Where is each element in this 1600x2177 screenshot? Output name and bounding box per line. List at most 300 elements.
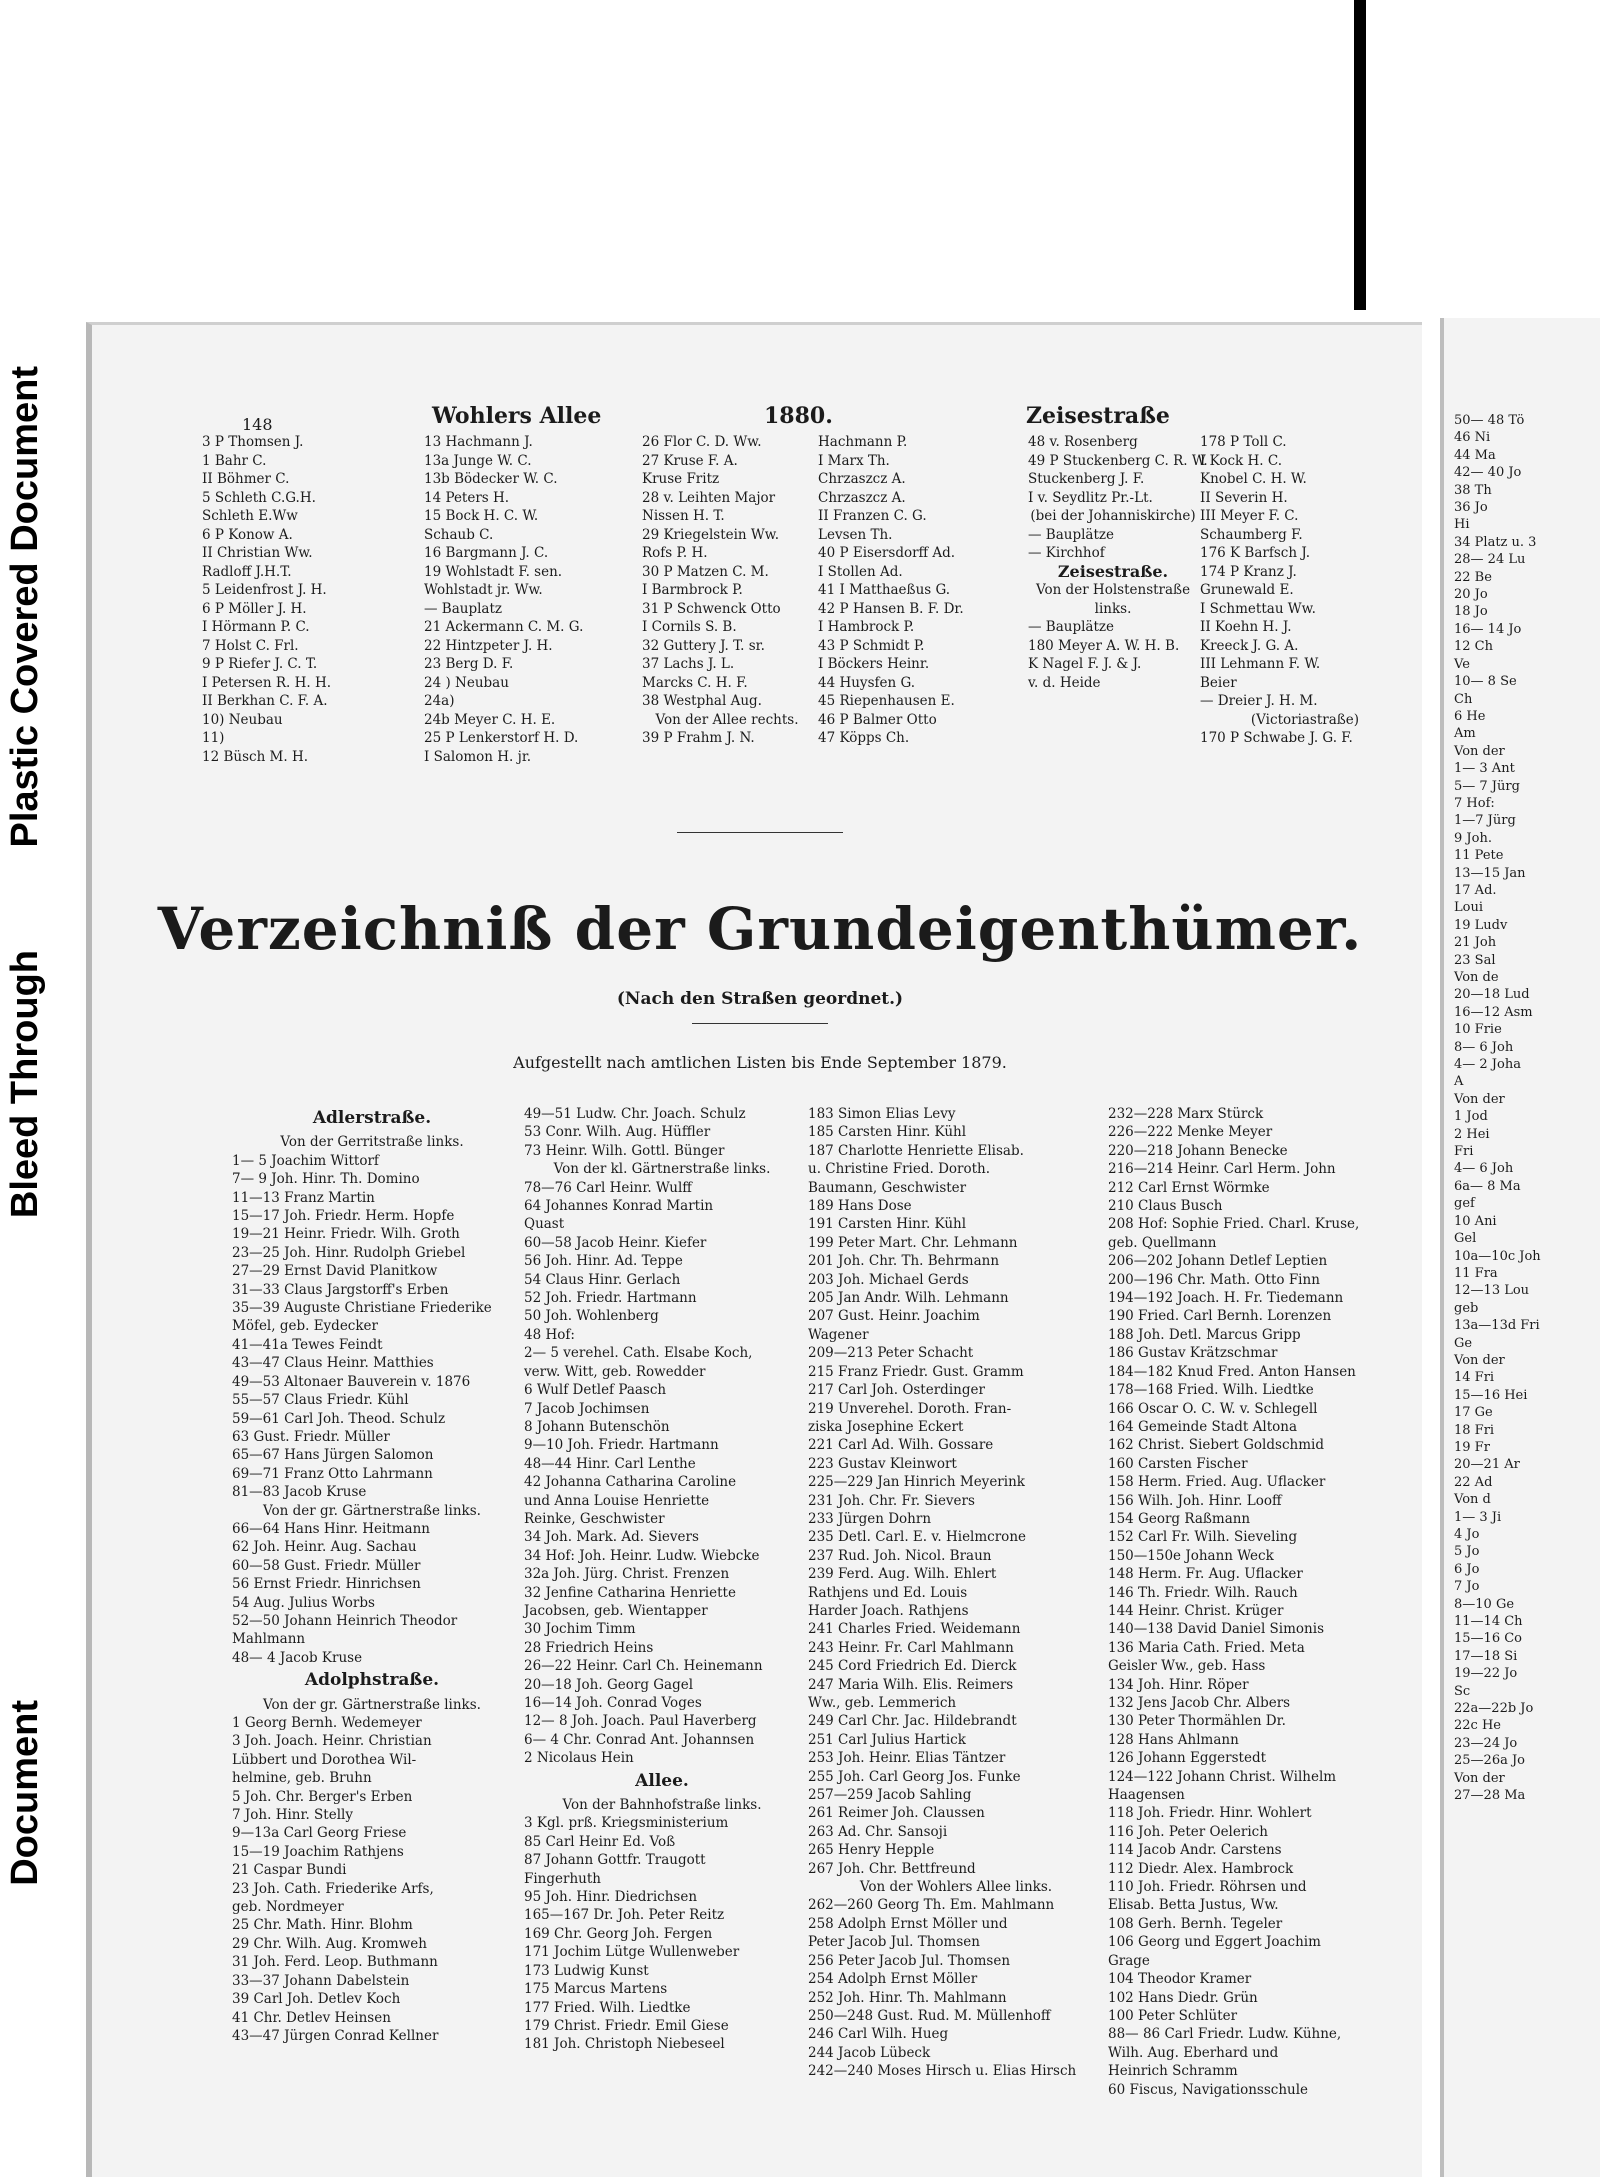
top-column xyxy=(642,433,812,748)
owner-entry: 215 Franz Friedr. Gust. Gramm xyxy=(808,1363,1024,1380)
owner-entry: 209—213 Peter Schacht xyxy=(808,1345,974,1362)
owner-entry: 255 Joh. Carl Georg Jos. Funke xyxy=(808,1768,1021,1785)
next-page-entry: 27—28 Ma xyxy=(1454,1788,1526,1804)
owner-entry: 9—10 Joh. Friedr. Hartmann xyxy=(524,1437,719,1454)
owner-entry: 191 Carsten Hinr. Kühl xyxy=(808,1216,967,1233)
top-entry: Stuckenberg J. F. xyxy=(1028,471,1145,487)
owner-entry: Grage xyxy=(1108,1952,1150,1969)
header-street-left: Wohlers Allee xyxy=(432,403,602,429)
top-entry: 178 P Toll C. xyxy=(1200,434,1287,450)
owner-entry: 183 Simon Elias Levy xyxy=(808,1106,956,1122)
top-entry: 43 P Schmidt P. xyxy=(818,637,925,654)
next-page-entry: Hi xyxy=(1454,517,1470,533)
owner-entry: 219 Unverehel. Doroth. Fran- xyxy=(808,1400,1012,1417)
next-page-entry: Ge xyxy=(1454,1335,1473,1351)
divider xyxy=(677,832,843,833)
owner-entry: 261 Reimer Joh. Claussen xyxy=(808,1805,985,1822)
owner-entry: 254 Adolph Ernst Möller xyxy=(808,1971,978,1988)
owner-entry: 1 Georg Bernh. Wedemeyer xyxy=(232,1715,422,1731)
next-page-entry: 15—16 Co xyxy=(1454,1631,1522,1647)
top-entry: 24 ) Neubau xyxy=(424,674,509,691)
top-entry: 6 P Möller J. H. xyxy=(202,600,307,617)
owner-entry: 49—51 Ludw. Chr. Joach. Schulz xyxy=(524,1106,746,1122)
top-entry: 27 Kruse F. A. xyxy=(642,452,738,469)
owner-entry: 186 Gustav Krätzschmar xyxy=(1108,1345,1278,1362)
owner-entry: 69—71 Franz Otto Lahrmann xyxy=(232,1465,433,1482)
owner-entry: Möfel, geb. Eydecker xyxy=(232,1318,378,1335)
page-subtitle: (Nach den Straßen geordnet.) xyxy=(616,989,904,1009)
top-entry: 40 P Eisersdorff Ad. xyxy=(818,545,956,561)
top-entry: 12 Büsch M. H. xyxy=(202,748,309,765)
owner-entry: 216—214 Heinr. Carl Herm. John xyxy=(1108,1161,1336,1178)
top-entry: Grunewald E. xyxy=(1200,582,1294,598)
next-page-entry: 23—24 Jo xyxy=(1454,1735,1518,1751)
owner-entry: 60—58 Jacob Heinr. Kiefer xyxy=(524,1234,707,1251)
owner-entry: 60 Fiscus, Navigationsschule xyxy=(1108,2081,1309,2098)
owner-entry: 59—61 Carl Joh. Theod. Schulz xyxy=(232,1410,446,1427)
top-entry: 48 v. Rosenberg xyxy=(1028,434,1138,450)
owner-entry: 104 Theodor Kramer xyxy=(1108,1971,1252,1988)
owner-entry: 262—260 Georg Th. Em. Mahlmann xyxy=(808,1897,1055,1914)
owner-entry: 15—17 Joh. Friedr. Herm. Hopfe xyxy=(232,1208,455,1225)
owner-entry: 85 Carl Heinr Ed. Voß xyxy=(524,1833,676,1850)
top-entry: — Bauplätze xyxy=(1028,526,1114,543)
owner-entry: 73 Heinr. Wilh. Gottl. Bünger xyxy=(524,1142,725,1159)
top-entry: I Marx Th. xyxy=(818,452,890,469)
owner-entry: 53 Conr. Wilh. Aug. Hüffler xyxy=(524,1124,711,1141)
header-year: 1880. xyxy=(764,403,833,429)
top-entry: Radloff J.H.T. xyxy=(202,563,292,580)
owner-entry: 232—228 Marx Stürck xyxy=(1108,1106,1264,1122)
owner-entry: 150—150e Johann Weck xyxy=(1108,1547,1274,1564)
owner-entry: Geisler Ww., geb. Hass xyxy=(1108,1658,1266,1675)
top-entry: II Severin H. xyxy=(1200,489,1288,506)
top-entry: 38 Westphal Aug. xyxy=(642,693,762,709)
owner-entry: 1— 5 Joachim Wittorf xyxy=(232,1152,379,1169)
owner-entry: geb. Nordmeyer xyxy=(232,1899,344,1916)
top-entry: 6 P Konow A. xyxy=(202,526,293,543)
top-entry: Zeisestraße. xyxy=(1057,561,1169,581)
owner-entry: 265 Henry Hepple xyxy=(808,1842,935,1859)
next-page-entry: Von der xyxy=(1454,1352,1505,1368)
top-entry: Levsen Th. xyxy=(818,526,893,543)
owner-entry: 177 Fried. Wilh. Liedtke xyxy=(524,1999,691,2016)
next-page-entry: 22 Ad xyxy=(1454,1474,1493,1490)
owner-entry: 33—37 Johann Dabelstein xyxy=(232,1972,410,1989)
owner-entry: 188 Joh. Detl. Marcus Gripp xyxy=(1108,1326,1301,1343)
owner-entry: 241 Charles Fried. Weidemann xyxy=(808,1621,1021,1638)
owner-entry: 7 Joh. Hinr. Stelly xyxy=(232,1807,353,1824)
next-page-entry: 46 Ni xyxy=(1454,430,1491,446)
next-page-entry: 13a—13d Fri xyxy=(1454,1318,1540,1334)
street-heading: Allee. xyxy=(635,1770,689,1791)
top-entry: Von der Allee rechts. xyxy=(655,711,799,728)
owner-entry: 118 Joh. Friedr. Hinr. Wohlert xyxy=(1108,1805,1312,1822)
top-entry: 49 P Stuckenberg C. R. W. xyxy=(1028,452,1208,469)
owner-entry: Quast xyxy=(524,1216,565,1233)
next-page-entry: 10 Ani xyxy=(1454,1213,1497,1229)
owner-entry: Wagener xyxy=(808,1326,869,1343)
owner-entry: 154 Georg Raßmann xyxy=(1108,1510,1251,1527)
notice: Aufgestellt nach amtlichen Listen bis Ende September 1879. xyxy=(513,1053,1007,1072)
owner-entry: 258 Adolph Ernst Möller und xyxy=(808,1915,1008,1932)
owner-entry: 62 Joh. Heinr. Aug. Sachau xyxy=(232,1539,417,1556)
next-page-entry: 23 Sal xyxy=(1454,952,1496,968)
owner-entry: 112 Diedr. Alex. Hambrock xyxy=(1108,1860,1294,1877)
page-title: Verzeichniß der Grundeigenthümer. xyxy=(157,895,1363,963)
next-page-entry: 34 Platz u. 3 xyxy=(1454,534,1537,550)
top-entry: — Kirchhof xyxy=(1028,545,1105,561)
owner-entry: 257—259 Jacob Sahling xyxy=(808,1787,972,1804)
owner-entry: 124—122 Johann Christ. Wilhelm xyxy=(1108,1768,1337,1785)
next-page-entry: geb xyxy=(1454,1300,1479,1316)
next-page-entry: 19—22 Jo xyxy=(1454,1666,1518,1682)
owner-entry: 102 Hans Diedr. Grün xyxy=(1108,1989,1258,2006)
owner-entry: 3 Kgl. prß. Kriegsministerium xyxy=(524,1815,729,1832)
divider xyxy=(692,1023,828,1024)
owner-entry: 7— 9 Joh. Hinr. Th. Domino xyxy=(232,1171,420,1188)
owner-entry: 203 Joh. Michael Gerds xyxy=(808,1271,969,1288)
next-page-entry: 28— 24 Lu xyxy=(1454,552,1526,568)
next-page-entry: 12—13 Lou xyxy=(1454,1283,1530,1299)
next-page-entry: 8—10 Ge xyxy=(1454,1596,1515,1612)
owner-entry: 181 Joh. Christoph Niebeseel xyxy=(524,2036,725,2053)
top-entry: 39 P Frahm J. N. xyxy=(642,730,755,746)
owner-entry: 169 Chr. Georg Joh. Fergen xyxy=(524,1925,713,1942)
top-entry: 5 Leidenfrost J. H. xyxy=(202,582,327,598)
owner-entry: 130 Peter Thormählen Dr. xyxy=(1108,1713,1286,1730)
next-page-entry: 16—12 Asm xyxy=(1454,1004,1533,1020)
owner-entry: Heinrich Schramm xyxy=(1108,2063,1238,2080)
owner-entry: 244 Jacob Lübeck xyxy=(808,2044,931,2061)
next-page-edge xyxy=(1440,318,1600,2177)
top-entry: II Koehn H. J. xyxy=(1200,619,1292,635)
top-entry: Kreeck J. G. A. xyxy=(1200,637,1299,654)
owner-entry: 52 Joh. Friedr. Hartmann xyxy=(524,1290,697,1307)
next-page-entry: 7 Jo xyxy=(1454,1579,1480,1595)
side-label-bleed: Bleed Through xyxy=(4,950,46,1219)
top-entry: 176 K Barfsch J. xyxy=(1200,545,1310,561)
owner-column xyxy=(808,1105,1104,2081)
top-entry: 10) Neubau xyxy=(202,711,283,728)
owner-entry: 43—47 Jürgen Conrad Kellner xyxy=(232,2027,439,2044)
owner-entry: 35—39 Auguste Christiane Friederike xyxy=(232,1300,492,1317)
owner-entry: 207 Gust. Heinr. Joachim xyxy=(808,1308,980,1325)
owner-entry: 7 Jacob Jochimsen xyxy=(524,1400,650,1417)
top-entry: Chrzaszcz A. xyxy=(818,489,906,506)
owner-entry: 231 Joh. Chr. Fr. Sievers xyxy=(808,1492,975,1509)
direction-note: Von der gr. Gärtnerstraße links. xyxy=(263,1502,481,1519)
next-page-entry: 38 Th xyxy=(1454,482,1492,498)
next-page-entry: 19 Ludv xyxy=(1454,917,1508,933)
owner-entry: 16—14 Joh. Conrad Voges xyxy=(524,1695,702,1711)
top-entry: Schleth E.Ww xyxy=(202,508,298,524)
top-entry: I Hambrock P. xyxy=(818,619,915,635)
owner-entry: 247 Maria Wilh. Elis. Reimers xyxy=(808,1676,1014,1693)
owner-column xyxy=(524,1105,800,2054)
next-page-entry: 1— 3 Ji xyxy=(1454,1509,1502,1525)
owner-entry: 148 Herm. Fr. Aug. Uflacker xyxy=(1108,1566,1303,1583)
top-entry: Beier xyxy=(1200,674,1237,691)
top-entry: 16 Bargmann J. C. xyxy=(424,545,549,561)
top-entry: I Hörmann P. C. xyxy=(202,619,310,635)
owner-entry: 41—41a Tewes Feindt xyxy=(232,1336,383,1353)
owner-entry: 108 Gerh. Bernh. Tegeler xyxy=(1108,1915,1283,1932)
next-page-entry: 10 Frie xyxy=(1454,1022,1502,1038)
owner-entry: 19—21 Heinr. Friedr. Wilh. Groth xyxy=(232,1226,460,1243)
owner-entry: 6— 4 Chr. Conrad Ant. Johannsen xyxy=(524,1731,755,1748)
header-street-right: Zeisestraße xyxy=(1026,403,1170,429)
owner-entry: 3 Joh. Joach. Heinr. Christian xyxy=(232,1733,432,1750)
direction-note: Von der Gerritstraße links. xyxy=(280,1134,464,1151)
owner-entry: 226—222 Menke Meyer xyxy=(1108,1124,1273,1141)
top-entry: I Kock H. C. xyxy=(1200,452,1283,469)
owner-entry: 5 Joh. Chr. Berger's Erben xyxy=(232,1788,413,1805)
top-entry: links. xyxy=(1094,600,1132,617)
top-entry: Wohlstadt jr. Ww. xyxy=(424,582,543,598)
top-entry: 1 Bahr C. xyxy=(202,452,267,469)
top-entry: 46 P Balmer Otto xyxy=(818,711,937,728)
next-page-entry: 36 Jo xyxy=(1454,500,1488,516)
owner-entry: 110 Joh. Friedr. Röhrsen und xyxy=(1108,1879,1307,1896)
top-column xyxy=(202,433,412,766)
owner-entry: 66—64 Hans Hinr. Heitmann xyxy=(232,1520,430,1537)
top-entry: 13a Junge W. C. xyxy=(424,452,532,469)
owner-entry: Rathjens und Ed. Louis xyxy=(808,1584,968,1601)
top-entry: 28 v. Leihten Major xyxy=(642,489,776,506)
owner-entry: 237 Rud. Joh. Nicol. Braun xyxy=(808,1547,992,1564)
owner-entry: 25 Chr. Math. Hinr. Blohm xyxy=(232,1917,413,1934)
owner-entry: 190 Fried. Carl Bernh. Lorenzen xyxy=(1108,1308,1332,1325)
top-entry: 24b Meyer C. H. E. xyxy=(424,711,556,728)
owner-entry: 242—240 Moses Hirsch u. Elias Hirsch xyxy=(808,2063,1077,2080)
next-page-entry: 11—14 Ch xyxy=(1454,1614,1523,1630)
owner-entry: 56 Ernst Friedr. Hinrichsen xyxy=(232,1576,421,1593)
next-page-entry: 5— 7 Jürg xyxy=(1454,778,1520,794)
owner-entry: 165—167 Dr. Joh. Peter Reitz xyxy=(524,1907,725,1924)
owner-entry: Mahlmann xyxy=(232,1631,306,1648)
owner-entry: 6 Wulf Detlef Paasch xyxy=(524,1382,667,1399)
owner-entry: 95 Joh. Hinr. Diedrichsen xyxy=(524,1889,698,1906)
top-entry: 14 Peters H. xyxy=(424,489,510,506)
top-entry: III Meyer F. C. xyxy=(1200,508,1299,524)
owner-entry: 30 Jochim Timm xyxy=(524,1621,636,1638)
owner-entry: Peter Jacob Jul. Thomsen xyxy=(808,1934,980,1951)
next-page-entry: Von der xyxy=(1454,743,1505,759)
owner-entry: 156 Wilh. Joh. Hinr. Looff xyxy=(1108,1492,1282,1509)
owner-entry: 178—168 Fried. Wilh. Liedtke xyxy=(1108,1382,1314,1399)
owner-entry: 152 Carl Fr. Wilh. Sieveling xyxy=(1108,1529,1298,1546)
owner-entry: 210 Claus Busch xyxy=(1108,1198,1223,1215)
direction-note: Von der Wohlers Allee links. xyxy=(859,1879,1053,1896)
scanner-side-labels xyxy=(0,0,50,2177)
owner-entry: 249 Carl Chr. Jac. Hildebrandt xyxy=(808,1713,1017,1730)
next-page-entry: 2 Hei xyxy=(1454,1126,1490,1142)
next-page-entry: 1 Jod xyxy=(1454,1109,1488,1125)
owner-entry: und Anna Louise Henriette xyxy=(524,1492,710,1509)
owner-entry: 39 Carl Joh. Detlev Koch xyxy=(232,1991,401,2008)
next-page-entry: 1—7 Jürg xyxy=(1454,813,1516,829)
owner-entry: Haagensen xyxy=(1108,1787,1185,1804)
owner-entry: helmine, geb. Bruhn xyxy=(232,1770,372,1787)
binding-edge xyxy=(1354,0,1366,310)
owner-entry: 65—67 Hans Jürgen Salomon xyxy=(232,1447,434,1464)
next-page-entry: 22c He xyxy=(1454,1718,1501,1734)
top-entry: 31 P Schwenck Otto xyxy=(642,600,781,617)
owner-entry: 116 Joh. Peter Oelerich xyxy=(1108,1823,1268,1840)
next-page-entry: Am xyxy=(1454,726,1476,742)
next-page-entry: 22a—22b Jo xyxy=(1454,1701,1534,1717)
top-column xyxy=(1028,433,1208,692)
next-page-entry: 22 Be xyxy=(1454,569,1492,585)
top-entry: III Lehmann F. W. xyxy=(1200,656,1321,672)
owner-entry: 223 Gustav Kleinwort xyxy=(808,1455,957,1472)
top-entry: 11) xyxy=(202,730,225,746)
top-entry: I Cornils S. B. xyxy=(642,619,737,635)
street-heading: Adolphstraße. xyxy=(304,1670,440,1691)
top-entry: 13b Bödecker W. C. xyxy=(424,471,558,487)
owner-entry: 78—76 Carl Heinr. Wulff xyxy=(524,1179,692,1196)
top-entry: 174 P Kranz J. xyxy=(1200,563,1297,580)
top-column xyxy=(1200,433,1410,748)
top-entry: 25 P Lenkerstorf H. D. xyxy=(424,730,579,746)
next-page-entry: 11 Pete xyxy=(1454,848,1504,864)
top-entry: 180 Meyer A. W. H. B. xyxy=(1028,637,1180,654)
top-entry: — Bauplatz xyxy=(424,600,503,617)
owner-entry: 64 Johannes Konrad Martin xyxy=(524,1198,714,1215)
next-page-entry: 8— 6 Joh xyxy=(1454,1039,1514,1055)
next-page-entry: 42— 40 Jo xyxy=(1454,465,1522,481)
next-page-entry: 5 Jo xyxy=(1454,1544,1480,1560)
owner-entry: 32a Joh. Jürg. Christ. Frenzen xyxy=(524,1566,730,1583)
owner-entry: Jacobsen, geb. Wientapper xyxy=(524,1602,708,1619)
owner-entry: 41 Chr. Detlev Heinsen xyxy=(232,2009,391,2026)
owner-entry: 199 Peter Mart. Chr. Lehmann xyxy=(808,1234,1018,1251)
owner-entry: Wilh. Aug. Eberhard und xyxy=(1108,2044,1279,2061)
owner-entry: 239 Ferd. Aug. Wilh. Ehlert xyxy=(808,1566,997,1583)
top-entry: (Victoriastraße) xyxy=(1250,711,1360,728)
street-heading: Adlerstraße. xyxy=(312,1108,432,1128)
next-page-entry: Gel xyxy=(1454,1231,1477,1247)
next-page-entry: 20—21 Ar xyxy=(1454,1457,1520,1473)
top-entry: 7 Holst C. Frl. xyxy=(202,637,299,654)
owner-entry: 235 Detl. Carl. E. v. Hielmcrone xyxy=(808,1529,1026,1546)
next-page-entry: 17—18 Si xyxy=(1454,1648,1518,1664)
top-entry: 13 Hachmann J. xyxy=(424,434,533,450)
owner-entry: 11—13 Franz Martin xyxy=(232,1189,375,1206)
top-entry: Marcks C. H. F. xyxy=(642,674,748,691)
side-label-plastic: Plastic Covered Document xyxy=(4,366,46,848)
next-page-entry: Ch xyxy=(1454,691,1473,707)
owner-entry: 81—83 Jacob Kruse xyxy=(232,1484,367,1501)
owner-entry: 185 Carsten Hinr. Kühl xyxy=(808,1124,967,1141)
next-page-entry: Von der xyxy=(1454,1770,1505,1786)
next-page-entry: 6 He xyxy=(1454,708,1486,724)
owner-entry: 245 Cord Friedrich Ed. Dierck xyxy=(808,1658,1017,1675)
top-entry: 170 P Schwabe J. G. F. xyxy=(1200,730,1353,746)
side-label-document: Document xyxy=(4,1700,46,1886)
top-entry: 29 Kriegelstein Ww. xyxy=(642,526,780,543)
top-entry: 30 P Matzen C. M. xyxy=(642,563,769,580)
owner-entry: 166 Oscar O. C. W. v. Schlegell xyxy=(1108,1400,1318,1417)
next-page-entry: 10— 8 Se xyxy=(1454,674,1517,690)
direction-note: Von der kl. Gärtnerstraße links. xyxy=(553,1161,771,1178)
next-page-entry: gef xyxy=(1454,1196,1475,1212)
owner-column xyxy=(1108,1105,1418,2099)
owner-entry: 208 Hof: Sophie Fried. Charl. Kruse, xyxy=(1108,1216,1360,1233)
owner-entry: 179 Christ. Friedr. Emil Giese xyxy=(524,2017,729,2034)
next-page-entry: Fri xyxy=(1454,1144,1474,1160)
owner-entry: 8 Johann Butenschön xyxy=(524,1418,670,1435)
direction-note: Von der Bahnhofstraße links. xyxy=(562,1797,762,1814)
next-page-entry: Von de xyxy=(1454,970,1499,985)
owner-entry: 31—33 Claus Jargstorff's Erben xyxy=(232,1281,449,1298)
next-page-entry: 1— 3 Ant xyxy=(1454,761,1515,777)
owner-entry: 43—47 Claus Heinr. Matthies xyxy=(232,1355,434,1372)
owner-entry: ziska Josephine Eckert xyxy=(808,1418,964,1435)
top-entry: Hachmann P. xyxy=(818,434,908,450)
top-entry: I v. Seydlitz Pr.-Lt. xyxy=(1028,489,1153,506)
top-entry: 19 Wohlstadt F. sen. xyxy=(424,563,563,580)
top-entry: 32 Guttery J. T. sr. xyxy=(642,637,765,654)
next-page-entry: 25—26a Jo xyxy=(1454,1753,1526,1769)
top-column xyxy=(424,433,634,766)
owner-entry: 263 Ad. Chr. Sansoji xyxy=(808,1823,948,1840)
owner-entry: 250—248 Gust. Rud. M. Müllenhoff xyxy=(808,2007,1051,2024)
next-page-entry: 13—15 Jan xyxy=(1454,865,1526,881)
top-entry: II Berkhan C. F. A. xyxy=(202,693,328,709)
top-entry: 47 Köpps Ch. xyxy=(818,730,910,746)
top-entry: 21 Ackermann C. M. G. xyxy=(424,619,584,635)
top-entry: Schaumberg F. xyxy=(1200,526,1303,543)
top-entry: I Stollen Ad. xyxy=(818,563,903,580)
next-page-entry: 44 Ma xyxy=(1454,447,1496,463)
owner-entry: 220—218 Johann Benecke xyxy=(1108,1142,1288,1159)
next-page-entry: 14 Fri xyxy=(1454,1370,1495,1386)
next-page-entry: 6 Jo xyxy=(1454,1561,1480,1577)
directory-page xyxy=(86,322,1422,2177)
top-entry: 22 Hintzpeter J. H. xyxy=(424,637,553,654)
owner-entry: Fingerhuth xyxy=(524,1870,601,1887)
owner-entry: 200—196 Chr. Math. Otto Finn xyxy=(1108,1271,1320,1288)
owner-entry: 50 Joh. Wohlenberg xyxy=(524,1308,659,1325)
top-entry: K Nagel F. J. & J. xyxy=(1028,656,1142,672)
owner-entry: 175 Marcus Martens xyxy=(524,1981,668,1998)
owner-entry: u. Christine Fried. Doroth. xyxy=(808,1161,991,1178)
top-entry: Knobel C. H. W. xyxy=(1200,471,1307,487)
next-page-entry: 17 Ge xyxy=(1454,1405,1493,1421)
next-page-entry: 9 Joh. xyxy=(1454,830,1492,846)
next-page-entry: 15—16 Hei xyxy=(1454,1387,1528,1403)
next-page-entry: Von der xyxy=(1454,1091,1505,1107)
owner-entry: 87 Johann Gottfr. Traugott xyxy=(524,1852,706,1869)
owner-entry: 256 Peter Jacob Jul. Thomsen xyxy=(808,1952,1011,1969)
owner-entry: Lübbert und Dorothea Wil- xyxy=(232,1751,417,1768)
next-page-entry: 17 Ad. xyxy=(1454,882,1497,898)
next-page-entry: 4— 6 Joh xyxy=(1454,1161,1514,1177)
owner-entry: 225—229 Jan Hinrich Meyerink xyxy=(808,1474,1025,1491)
owner-entry: 34 Joh. Mark. Ad. Sievers xyxy=(524,1529,699,1546)
next-page-entry: Loui xyxy=(1454,900,1483,916)
owner-entry: 20—18 Joh. Georg Gagel xyxy=(524,1676,694,1693)
owner-entry: 54 Aug. Julius Worbs xyxy=(232,1594,375,1611)
owner-entry: 55—57 Claus Friedr. Kühl xyxy=(232,1392,409,1409)
top-entry: I Salomon H. jr. xyxy=(424,748,532,765)
owner-column xyxy=(232,1105,512,2045)
owner-entry: 48—44 Hinr. Carl Lenthe xyxy=(524,1455,696,1472)
owner-entry: 60—58 Gust. Friedr. Müller xyxy=(232,1557,421,1574)
owner-entry: Harder Joach. Rathjens xyxy=(808,1602,969,1619)
